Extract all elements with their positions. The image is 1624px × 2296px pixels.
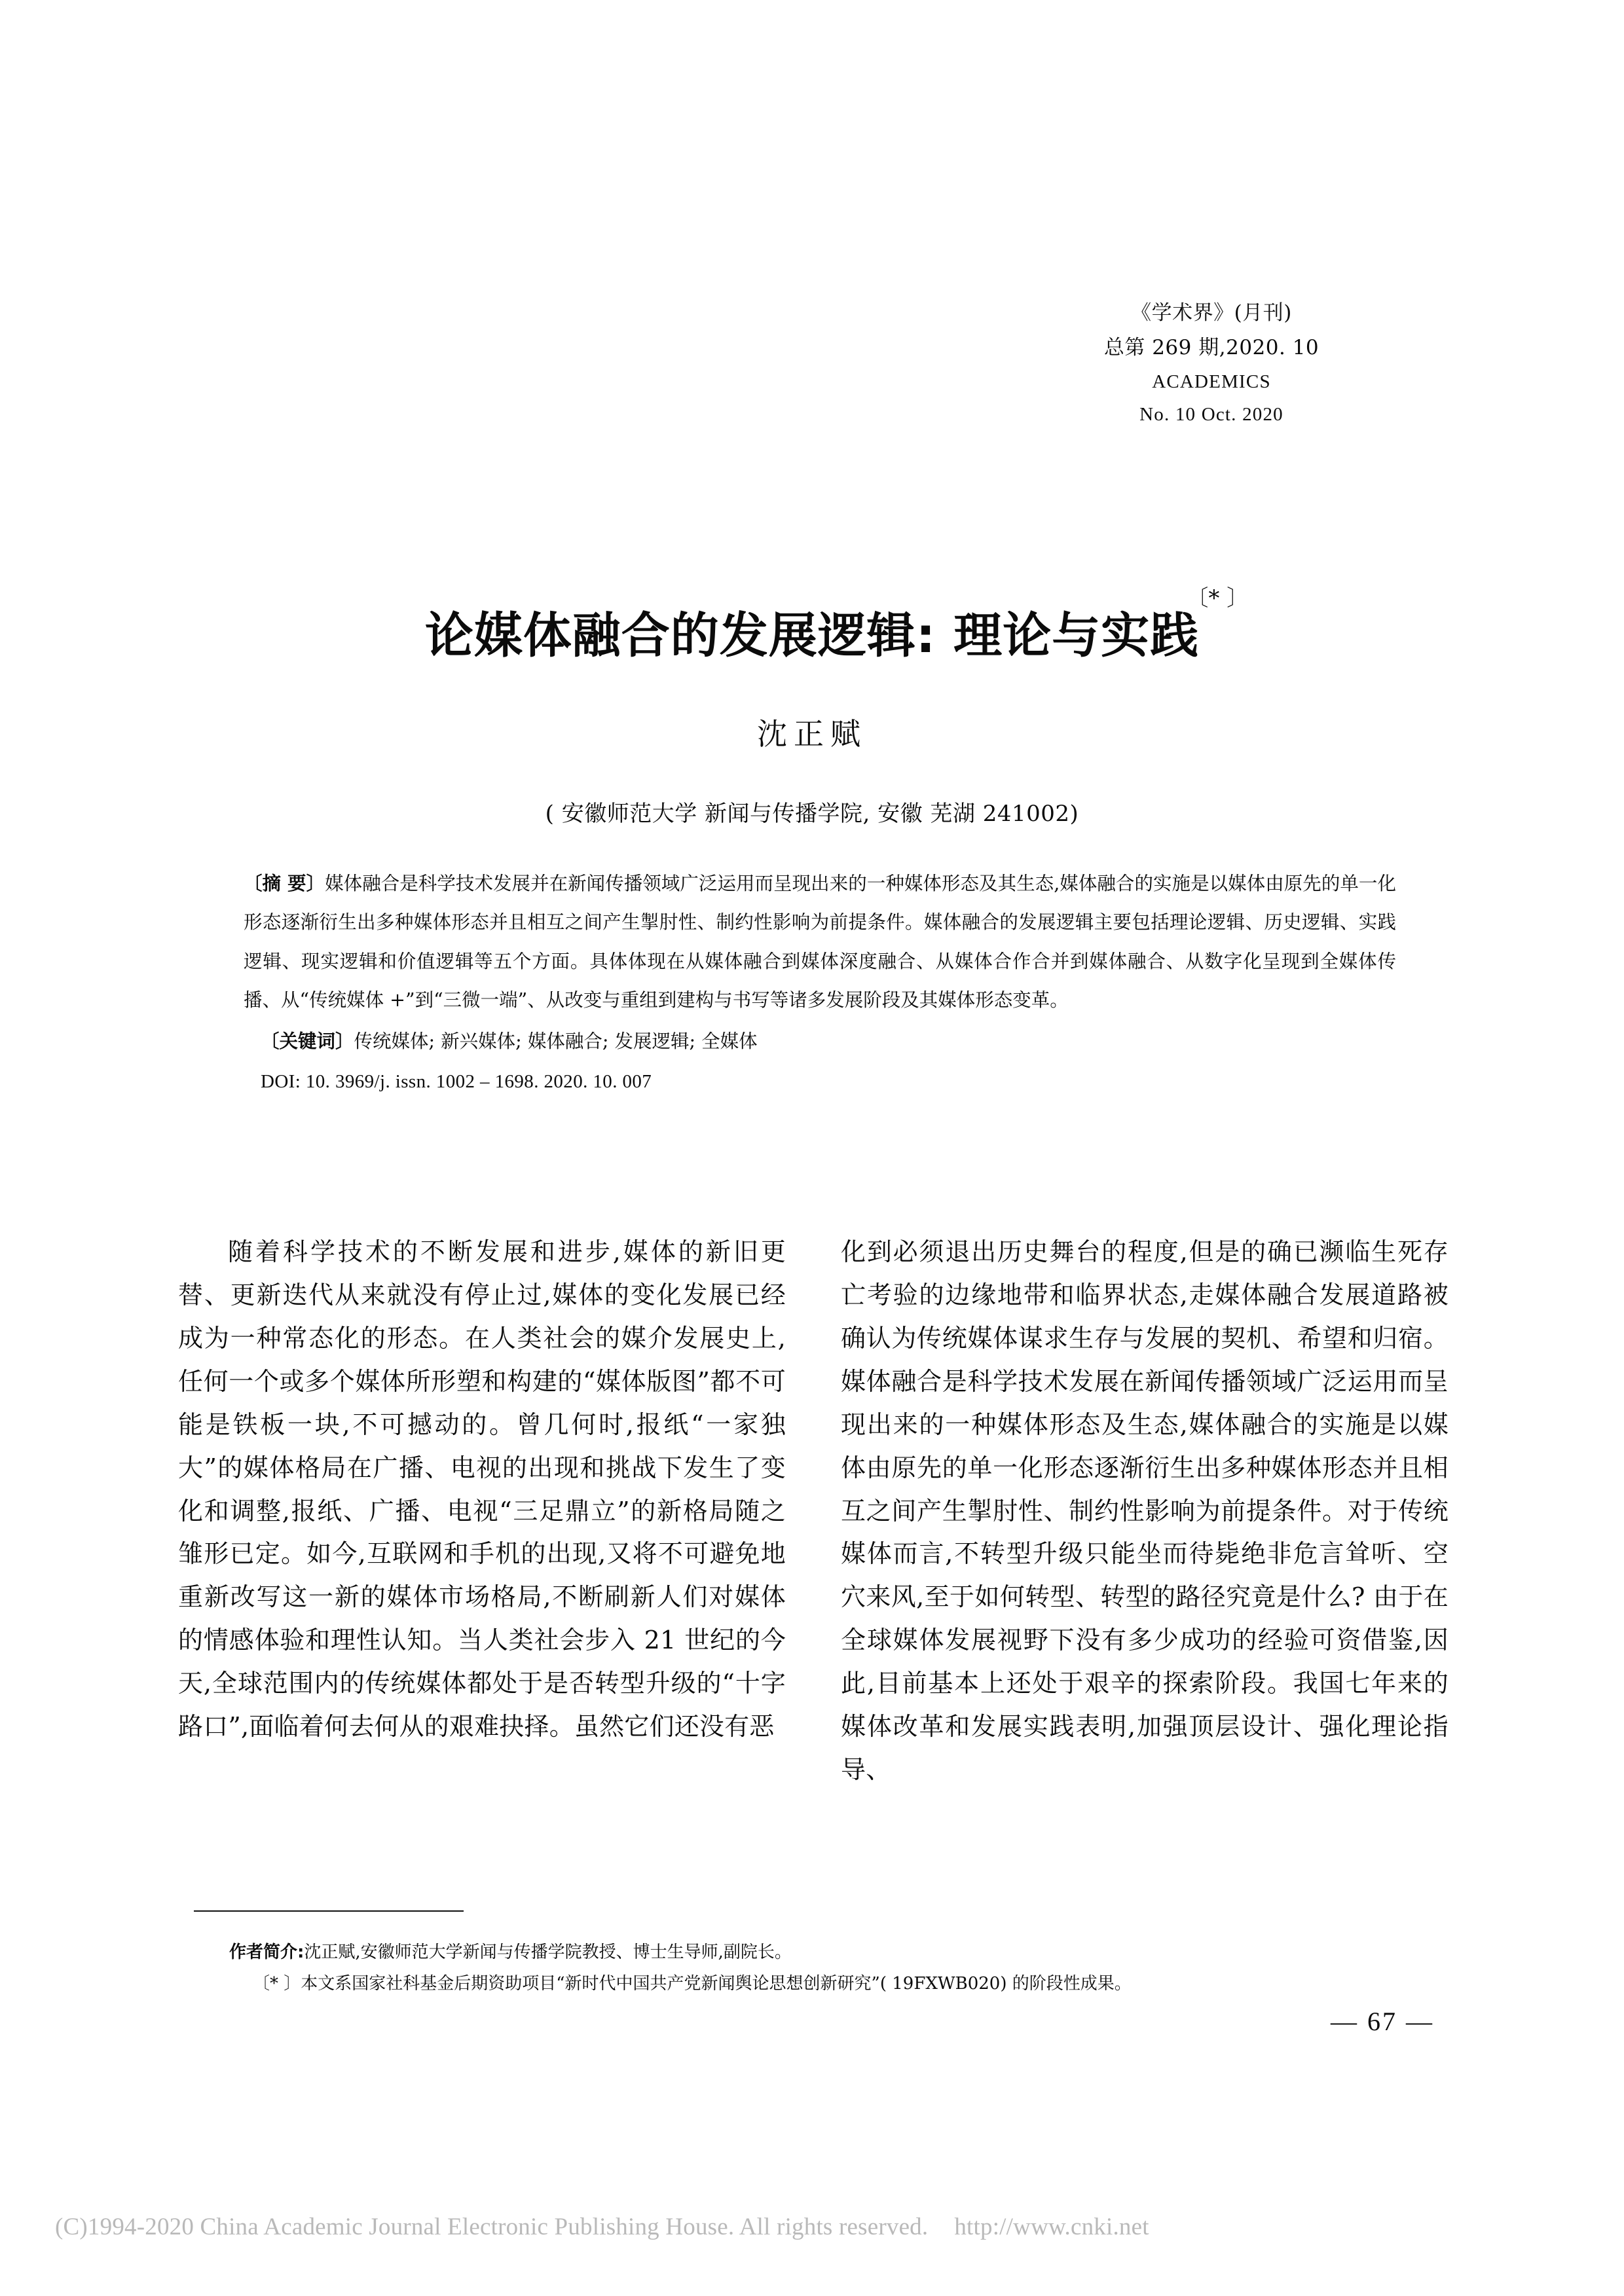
abstract-label: 〔摘 要〕 bbox=[244, 873, 325, 894]
funding-footnote-marker: 〔* 〕 bbox=[253, 1974, 301, 1994]
paragraph: 随着科学技术的不断发展和进步,媒体的新旧更替、更新迭代从来就没有停止过,媒体的变化发展已经成为一种常态化的形态。在人类社会的媒介发展史上,任何一个或多个媒体所形塑和构建的“媒体版图”都不可能是铁板一块,不可撼动的。曾几何时,报纸“一家独大”的媒体格局在广播、电视的出现和挑战下发生了变化和调整,报纸、广播、电视“三足鼎立”的新格局随之雏形已定。如今,互联网和手机的出现,又将不可避免地重新改写这一新的媒体市场格局,不断刷新人们对媒体的情感体验和理性认知。当人类社会步入 21 世纪的今天,全球范围内的传统媒体都处于是否转型升级的“十字路口”,面临着何去何从的艰难抉择。虽然它们还没有恶 bbox=[178, 1237, 786, 1741]
cnki-url: http://www.cnki.net bbox=[954, 2214, 1149, 2240]
author-bio-text: 沈正赋,安徽师范大学新闻与传播学院教授、博士生导师,副院长。 bbox=[304, 1942, 792, 1962]
journal-name-en: ACADEMICS bbox=[1152, 371, 1271, 392]
abstract bbox=[244, 864, 1396, 1019]
paragraph: 化到必须退出历史舞台的程度,但是的确已濒临生死存亡考验的边缘地带和临界状态,走媒体融合发展道路被确认为传统媒体谋求生存与发展的契机、希望和归宿。媒体融合是科学技术发展在新闻传播领域广泛运用而呈现出来的一种媒体形态及生态,媒体融合的实施是以媒体由原先的单一化形态逐渐衍生出多种媒体形态并且相互之间产生掣肘性、制约性影响为前提条件。对于传统媒体而言,不转型升级只能坐而待毙绝非危言耸听、空穴来风,至于如何转型、转型的路径究竟是什么? 由于在全球媒体发展视野下没有多少成功的经验可资借鉴,因此,目前基本上还处于艰辛的探索阶段。我国七年来的媒体改革和发展实践表明,加强顶层设计、强化理论指导、 bbox=[841, 1237, 1449, 1785]
page-title bbox=[424, 585, 1249, 666]
keywords-text: 传统媒体; 新兴媒体; 媒体融合; 发展逻辑; 全媒体 bbox=[354, 1030, 758, 1053]
funding-footnote bbox=[229, 1968, 1421, 1999]
journal-name-cn: 《学术界》(月刊) bbox=[1131, 301, 1292, 325]
body-columns bbox=[178, 1231, 1449, 1792]
journal-issue-cn: 总第 269 期,2020. 10 bbox=[1103, 336, 1320, 360]
cnki-footer bbox=[55, 2213, 1569, 2241]
doi-line: DOI: 10. 3969/j. issn. 1002 – 1698. 2020. 10. 007 bbox=[261, 1071, 652, 1093]
keywords-label: 〔关键词〕 bbox=[261, 1030, 354, 1053]
body-column-right bbox=[841, 1231, 1449, 1792]
abstract-text: 媒体融合是科学技术发展并在新闻传播领域广泛运用而呈现出来的一种媒体形态及其生态,媒体融合的实施是以媒体由原先的单一化形态逐渐衍生出多种媒体形态并且相互之间产生掣肘性、制约性影响为前提条件。媒体融合的发展逻辑主要包括理论逻辑、历史逻辑、实践逻辑、现实逻辑和价值逻辑等五个方面。具体体现在从媒体融合到媒体深度融合、从媒体合作合并到媒体融合、从数字化呈现到全媒体传播、从“传统媒体 +”到“三微一端”、从改变与重组到建构与书写等诸多发展阶段及其媒体形态变革。 bbox=[244, 873, 1396, 1011]
funding-footnote-text: 本文系国家社科基金后期资助项目“新时代中国共产党新闻舆论思想创新研究”( 19FXWB020) 的阶段性成果。 bbox=[301, 1974, 1132, 1994]
journal-issue-en: No. 10 Oct. 2020 bbox=[1139, 403, 1283, 425]
article-metadata-block bbox=[244, 864, 1396, 1102]
title-block bbox=[0, 564, 1624, 699]
body-column-left bbox=[178, 1231, 786, 1792]
title-footnote-marker: 〔* 〕 bbox=[1186, 585, 1249, 611]
footnote-divider bbox=[194, 1910, 464, 1912]
keywords bbox=[244, 1022, 1396, 1061]
author-affiliation: ( 安徽师范大学 新闻与传播学院, 安徽 芜湖 241002) bbox=[545, 801, 1079, 827]
author-name: 沈正赋 bbox=[757, 716, 867, 752]
journal-masthead bbox=[1008, 296, 1414, 431]
page-number: — 67 — bbox=[1331, 2007, 1434, 2036]
author-bio-footnote bbox=[229, 1937, 1421, 1968]
footnotes-block bbox=[229, 1937, 1421, 1999]
article-title-text: 论媒体融合的发展逻辑: 理论与实践 bbox=[424, 607, 1200, 664]
cnki-copyright: (C)1994-2020 China Academic Journal Electronic Publishing House. All rights reserved. bbox=[55, 2214, 929, 2240]
author-bio-label: 作者简介: bbox=[229, 1942, 304, 1962]
